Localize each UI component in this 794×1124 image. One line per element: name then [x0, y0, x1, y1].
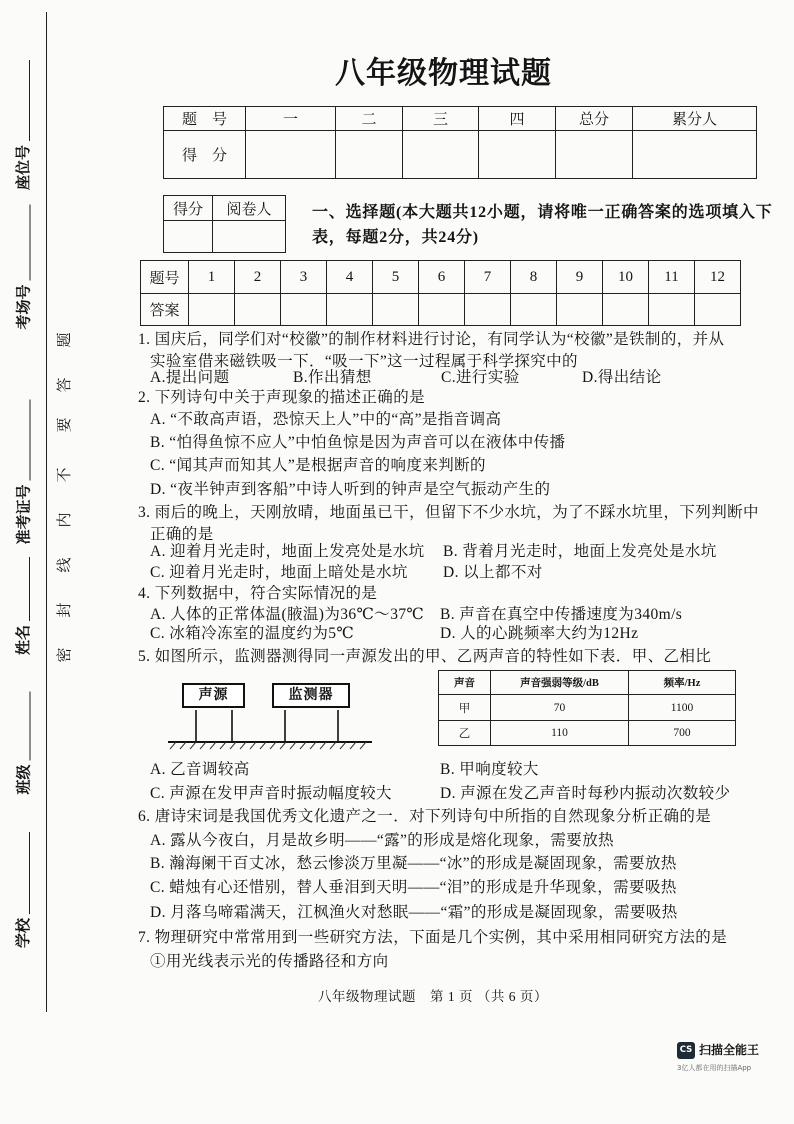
- question-1-option-c: C.进行实验: [441, 369, 520, 386]
- seal-char: 题: [57, 332, 73, 348]
- sound-table-cell: 110: [491, 721, 629, 746]
- answer-cell: [603, 294, 649, 326]
- score-cell-total: [556, 131, 633, 179]
- answer-table-number: 5: [373, 261, 419, 294]
- monitor-box: 监测器: [272, 683, 350, 708]
- class-blank: [15, 691, 31, 760]
- question-1-option-b: B.作出猜想: [293, 369, 372, 386]
- seal-char: 内: [57, 512, 73, 528]
- class-label: 班级: [16, 764, 32, 795]
- question-2-option-b: B. “怕得鱼惊不应人”中怕鱼惊是因为声音可以在液体中传播: [150, 434, 566, 451]
- seat-number-label: 座位号: [15, 144, 32, 190]
- grader-score-label: 得分: [164, 196, 213, 221]
- question-6-option-d: D. 月落乌啼霜满天，江枫渔火对愁眠——“霜”的形成是凝固现象，需要吸热: [150, 904, 678, 921]
- answer-cell: [649, 294, 695, 326]
- question-6-stem: 6. 唐诗宋词是我国优秀文化遗产之一．对下列诗句中所指的自然现象分析正确的是: [138, 808, 712, 825]
- exam-title: 八年级物理试题: [335, 57, 552, 90]
- scanner-logo-icon: CS: [677, 1042, 695, 1059]
- scanner-app-name: 扫描全能王: [699, 1043, 760, 1057]
- answer-table-number: 12: [695, 261, 741, 294]
- exam-room-field: [13, 205, 33, 330]
- score-cell-part-2: [336, 131, 403, 179]
- answer-table-number: 2: [235, 261, 281, 294]
- question-3-stem-line1: 3. 雨后的晚上，天刚放晴，地面虽已干，但留下不少水坑，为了不踩水坑里，下列判断中: [138, 504, 759, 521]
- score-row-label: 得 分: [164, 131, 246, 179]
- question-7-stem: 7. 物理研究中常常用到一些研究方法，下面是几个实例，其中采用相同研究方法的是: [138, 929, 728, 946]
- ticket-number-blank: [15, 400, 31, 481]
- seal-char: 不: [57, 467, 73, 483]
- question-2-option-d: D. “夜半钟声到客船”中诗人听到的钟声是空气振动产生的: [150, 481, 551, 498]
- answer-table-number: 3: [281, 261, 327, 294]
- ticket-number-label: 准考证号: [16, 484, 32, 545]
- school-blank: [14, 832, 30, 914]
- sound-source-box: 声源: [182, 683, 245, 708]
- question-3-option-d: D. 以上都不对: [443, 564, 543, 581]
- exam-room-blank: [15, 205, 31, 281]
- grader-name-label: 阅卷人: [213, 196, 286, 221]
- seal-char: 线: [57, 557, 73, 573]
- answer-cell: [511, 294, 557, 326]
- grader-box: [163, 195, 286, 253]
- question-5-option-b: B. 甲响度较大: [440, 761, 539, 778]
- answer-cell: [695, 294, 741, 326]
- question-3-option-b: B. 背着月光走时，地面上发亮处是水坑: [443, 543, 717, 560]
- score-header-part-3: 三: [403, 107, 479, 131]
- sound-table-cell: 甲: [439, 695, 491, 721]
- binding-line: [46, 12, 47, 1012]
- sound-table-header-sound: 声音: [439, 671, 491, 695]
- sound-table-cell: 1100: [629, 695, 736, 721]
- question-6-option-a: A. 露从今夜白，月是故乡明——“露”的形成是熔化现象，需要放热: [150, 832, 615, 849]
- answer-cell: [189, 294, 235, 326]
- ground-hatching: [170, 742, 366, 749]
- answer-cell: [419, 294, 465, 326]
- score-cell-part-1: [246, 131, 336, 179]
- name-blank: [14, 557, 30, 621]
- answer-table-question-label: 题号: [141, 261, 189, 294]
- question-3-option-a: A. 迎着月光走时，地面上发亮处是水坑: [150, 543, 425, 560]
- answer-cell: [465, 294, 511, 326]
- score-header-part-4: 四: [479, 107, 556, 131]
- ticket-number-field: [13, 400, 33, 545]
- sound-data-table: [438, 670, 736, 746]
- question-5-option-d: D. 声源在发乙声音时每秒内振动次数较少: [440, 785, 731, 802]
- answer-table-number: 11: [649, 261, 695, 294]
- answer-cell: [235, 294, 281, 326]
- seat-number-blank: [14, 60, 30, 141]
- sound-table-cell: 乙: [439, 721, 491, 746]
- section-one-heading-line1: 一、选择题(本大题共12小题，请将唯一正确答案的选项填入下: [312, 204, 773, 221]
- answer-cell: [281, 294, 327, 326]
- question-6-option-b: B. 瀚海阑干百丈冰，愁云惨淡万里凝——“冰”的形成是凝固现象，需要放热: [150, 855, 677, 872]
- seat-number-field: [12, 60, 32, 190]
- answer-table-number: 6: [419, 261, 465, 294]
- question-5-option-c: C. 声源在发甲声音时振动幅度较大: [150, 785, 392, 802]
- question-4-option-b: B. 声音在真空中传播速度为340m/s: [440, 606, 683, 623]
- question-7-item-1: ①用光线表示光的传播路径和方向: [150, 953, 389, 970]
- grader-score-cell: [164, 221, 213, 253]
- question-3-stem-line2: 正确的是: [150, 526, 214, 543]
- question-4-option-d: D. 人的心跳频率大约为12Hz: [440, 625, 639, 642]
- name-label: 姓名: [15, 624, 32, 655]
- question-2-option-a: A. “不敢高声语，恐惊天上人”中的“高”是指音调高: [150, 411, 502, 428]
- question-2-stem: 2. 下列诗句中关于声现象的描述正确的是: [138, 389, 426, 406]
- question-1-option-d: D.得出结论: [582, 369, 662, 386]
- answer-table-number: 9: [557, 261, 603, 294]
- figure-ground-diagram: [160, 708, 380, 756]
- score-cell-tallier: [633, 131, 757, 179]
- seal-char: 要: [57, 417, 73, 433]
- answer-table-number: 4: [327, 261, 373, 294]
- question-1-option-a: A.提出问题: [150, 369, 230, 386]
- question-4-stem: 4. 下列数据中，符合实际情况的是: [138, 585, 378, 602]
- answer-cell: [373, 294, 419, 326]
- score-header-part-2: 二: [336, 107, 403, 131]
- grader-name-cell: [213, 221, 286, 253]
- score-header-part-1: 一: [246, 107, 336, 131]
- answer-table-number: 1: [189, 261, 235, 294]
- score-cell-part-3: [403, 131, 479, 179]
- question-6-option-c: C. 蜡烛有心还惜别，替人垂泪到天明——“泪”的形成是升华现象，需要吸热: [150, 879, 677, 896]
- answer-cell: [327, 294, 373, 326]
- answer-cell: [557, 294, 603, 326]
- question-5-option-a: A. 乙音调较高: [150, 761, 250, 778]
- sound-table-cell: 700: [629, 721, 736, 746]
- answer-table-number: 7: [465, 261, 511, 294]
- section-one-heading-line2: 表，每题2分，共24分): [312, 229, 479, 246]
- page-footer: 八年级物理试题 第 1 页 （共 6 页）: [318, 989, 548, 1004]
- score-header-tallier: 累分人: [633, 107, 757, 131]
- answer-table-number: 8: [511, 261, 557, 294]
- score-header-question: 题 号: [164, 107, 246, 131]
- question-3-option-c: C. 迎着月光走时，地面上暗处是水坑: [150, 564, 408, 581]
- answer-table-number: 10: [603, 261, 649, 294]
- school-field: [12, 830, 32, 948]
- score-table: [163, 106, 757, 179]
- name-field: [12, 555, 32, 655]
- seal-char: 答: [57, 377, 73, 393]
- question-1-stem-line2: 实验室借来磁铁吸一下．“吸一下”这一过程属于科学探究中的: [150, 353, 578, 370]
- answer-table-answer-label: 答案: [141, 294, 189, 326]
- question-5-stem: 5. 如图所示，监测器测得同一声源发出的甲、乙两声音的特性如下表．甲、乙相比: [138, 648, 712, 665]
- question-4-option-c: C. 冰箱冷冻室的温度约为5℃: [150, 625, 355, 642]
- sound-table-header-level: 声音强弱等级/dB: [491, 671, 629, 695]
- scanner-app-slogan: 3亿人都在用的扫描App: [677, 1064, 752, 1072]
- question-1-stem-line1: 1. 国庆后，同学们对“校徽”的制作材料进行讨论，有同学认为“校徽”是铁制的，并从: [138, 331, 725, 348]
- score-cell-part-4: [479, 131, 556, 179]
- score-header-total: 总分: [556, 107, 633, 131]
- question-2-option-c: C. “闻其声而知其人”是根据声音的响度来判断的: [150, 457, 486, 474]
- question-4-option-a: A. 人体的正常体温(腋温)为36℃～37℃: [150, 606, 425, 623]
- exam-room-label: 考场号: [16, 284, 32, 330]
- seal-char: 封: [57, 602, 73, 618]
- school-label: 学校: [15, 917, 32, 948]
- answer-table: [140, 260, 741, 326]
- class-field: [13, 690, 33, 795]
- seal-char: 密: [57, 647, 73, 663]
- sound-table-cell: 70: [491, 695, 629, 721]
- sound-table-header-frequency: 频率/Hz: [629, 671, 736, 695]
